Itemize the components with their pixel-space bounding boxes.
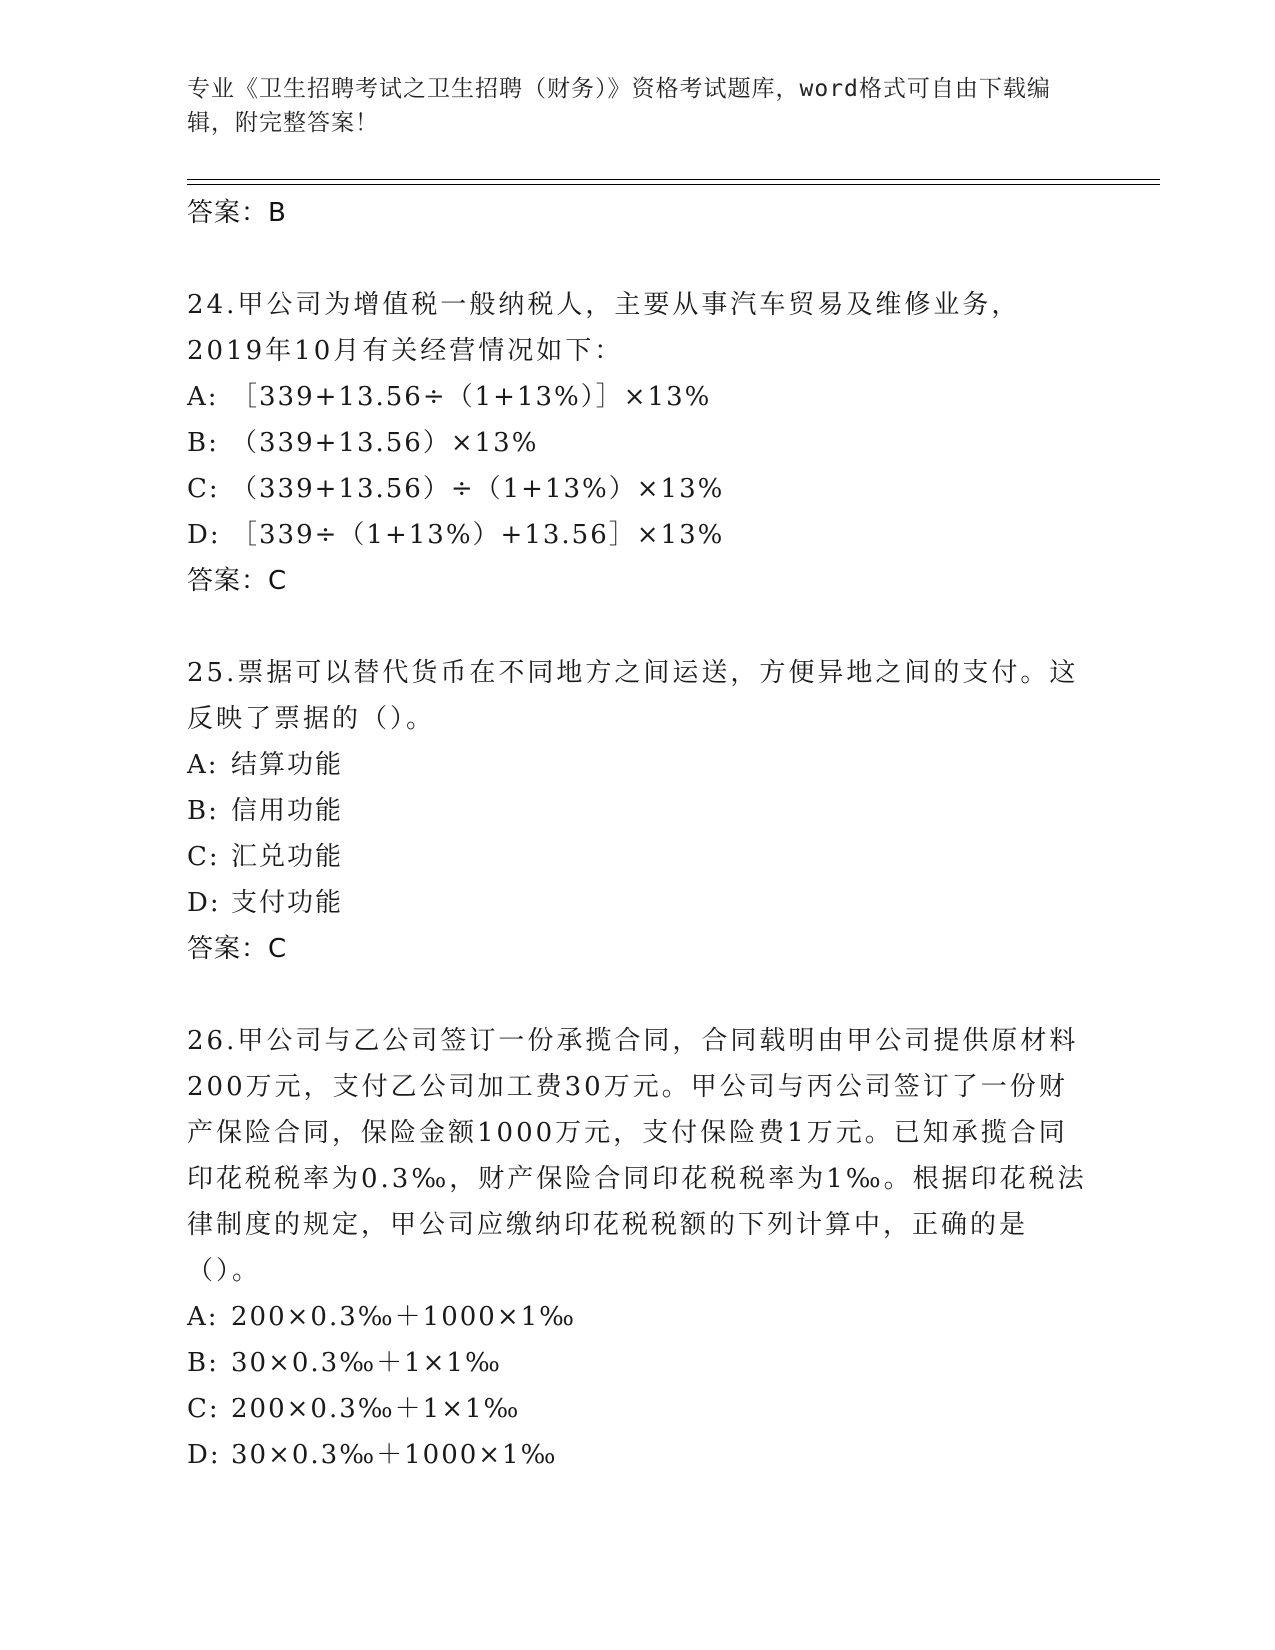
question-24-option-c — [187, 466, 1087, 512]
header-rule-bottom — [187, 184, 1160, 185]
spacer — [187, 604, 1087, 650]
option-letter: C: — [187, 474, 220, 504]
option-letter: C: — [187, 1394, 220, 1424]
question-25-option-a — [187, 742, 1087, 788]
option-text: 30×0.3‰＋1×1‰ — [231, 1348, 502, 1378]
question-list — [187, 190, 1087, 1478]
option-text: （339+13.56）×13% — [231, 428, 539, 458]
question-26-text: 26.甲公司与乙公司签订一份承揽合同，合同载明由甲公司提供原材料200万元，支付乙公司加工费30万元。甲公司与丙公司签订了一份财产保险合同，保险金额1000万元，支付保险费1万元。已知承揽合同印花税税率为0.3‰，财产保险合同印花税税率为1‰。根据印花税法律制度的规定，甲公司应缴纳印花税税额的下列计算中，正确的是（）。 — [187, 1026, 1087, 1286]
question-24-option-d — [187, 512, 1087, 558]
question-24-option-a — [187, 374, 1087, 420]
option-letter: B: — [187, 796, 219, 826]
option-text: ［339÷（1+13%）+13.56］×13% — [231, 520, 725, 550]
option-letter: C: — [187, 842, 220, 872]
question-24-text: 24.甲公司为增值税一般纳税人，主要从事汽车贸易及维修业务，2019年10月有关经营情况如下： — [187, 290, 1021, 366]
option-letter: A: — [187, 1302, 219, 1332]
question-26-option-b — [187, 1340, 1087, 1386]
question-25-text: 25.票据可以替代货币在不同地方之间运送，方便异地之间的支付。这反映了票据的（）。 — [187, 658, 1079, 734]
answer-24: 答案：C — [187, 566, 288, 596]
answer-25: 答案：C — [187, 934, 288, 964]
option-text: 汇兑功能 — [231, 842, 344, 872]
option-letter: A: — [187, 382, 219, 412]
option-letter: D: — [187, 1440, 221, 1470]
option-letter: D: — [187, 520, 221, 550]
question-26-option-a — [187, 1294, 1087, 1340]
question-26-option-c — [187, 1386, 1087, 1432]
option-text: 200×0.3‰＋1000×1‰ — [231, 1302, 577, 1332]
spacer — [187, 972, 1087, 1018]
spacer — [187, 236, 1087, 282]
option-text: （339+13.56）÷（1+13%）×13% — [231, 474, 725, 504]
question-24-option-b — [187, 420, 1087, 466]
option-letter: D: — [187, 888, 221, 918]
option-text: 30×0.3‰＋1000×1‰ — [231, 1440, 558, 1470]
option-text: 结算功能 — [231, 750, 344, 780]
header-rule-top — [187, 179, 1160, 180]
question-25-option-b — [187, 788, 1087, 834]
option-letter: A: — [187, 750, 219, 780]
question-25-option-d — [187, 880, 1087, 926]
question-26-option-d — [187, 1432, 1087, 1478]
question-25-option-c — [187, 834, 1087, 880]
answer-23: 答案：B — [187, 198, 287, 228]
option-text: 支付功能 — [231, 888, 344, 918]
option-text: ［339+13.56÷（1+13%）］×13% — [231, 382, 712, 412]
option-letter: B: — [187, 428, 219, 458]
option-text: 200×0.3‰＋1×1‰ — [231, 1394, 521, 1424]
option-text: 信用功能 — [231, 796, 344, 826]
document-header: 专业《卫生招聘考试之卫生招聘（财务）》资格考试题库，word格式可自由下载编辑，附完整答案！ — [187, 76, 1051, 136]
option-letter: B: — [187, 1348, 219, 1378]
